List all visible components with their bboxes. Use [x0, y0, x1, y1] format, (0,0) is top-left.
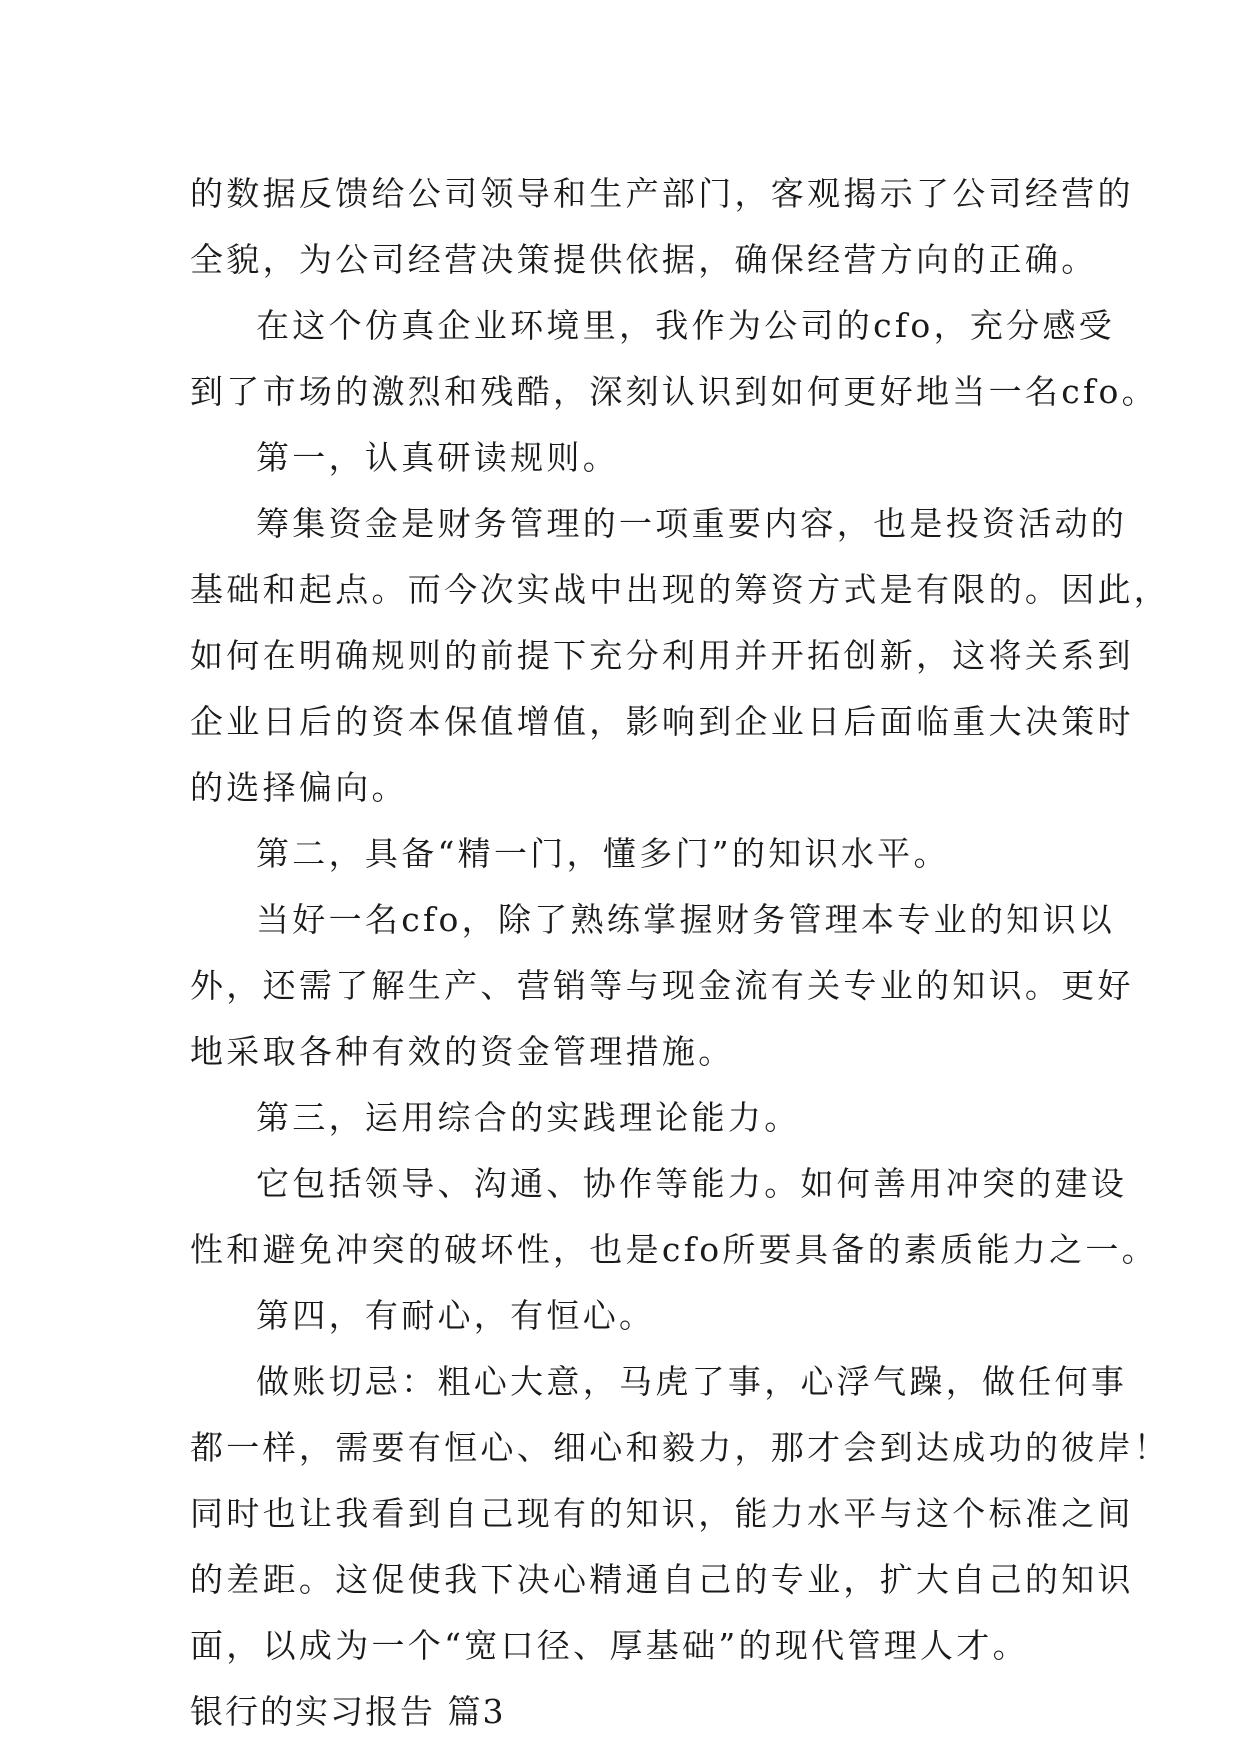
text-line: 到了市场的激烈和残酷，深刻认识到如何更好地当一名cfo。 — [190, 372, 1158, 411]
point-heading: 第一，认真研读规则。 — [256, 438, 619, 477]
text-line: 企业日后的资本保值增值，影响到企业日后面临重大决策时 — [190, 702, 1134, 741]
paragraph-start-line: 当好一名cfo，除了熟练掌握财务管理本专业的知识以 — [256, 900, 1116, 939]
text-line: 如何在明确规则的前提下充分利用并开拓创新，这将关系到 — [190, 636, 1134, 675]
paragraph-start-line: 做账切忌：粗心大意，马虎了事，心浮气躁，做任何事 — [256, 1362, 1128, 1401]
text-line: 全貌，为公司经营决策提供依据，确保经营方向的正确。 — [190, 240, 1098, 279]
text-line: 都一样，需要有恒心、细心和毅力，那才会到达成功的彼岸！ — [190, 1428, 1171, 1467]
text-line: 地采取各种有效的资金管理措施。 — [190, 1032, 735, 1071]
paragraph-start-line: 筹集资金是财务管理的一项重要内容，也是投资活动的 — [256, 504, 1128, 543]
paragraph-start-line: 它包括领导、沟通、协作等能力。如何善用冲突的建设 — [256, 1164, 1128, 1203]
point-heading: 第四，有耐心，有恒心。 — [256, 1296, 656, 1335]
document-body — [190, 161, 1171, 1745]
section-heading: 银行的实习报告 篇3 — [190, 1692, 506, 1731]
text-line: 的选择偏向。 — [190, 768, 408, 807]
point-heading: 第三，运用综合的实践理论能力。 — [256, 1098, 801, 1137]
text-line: 基础和起点。而今次实战中出现的筹资方式是有限的。因此， — [190, 570, 1171, 609]
text-line: 性和避免冲突的破坏性，也是cfo所要具备的素质能力之一。 — [190, 1230, 1158, 1269]
paragraph-start-line: 在这个仿真企业环境里，我作为公司的cfo，充分感受 — [256, 306, 1116, 345]
text-line: 的数据反馈给公司领导和生产部门，客观揭示了公司经营的 — [190, 174, 1134, 213]
text-line: 同时也让我看到自己现有的知识，能力水平与这个标准之间 — [190, 1494, 1134, 1533]
text-line: 的差距。这促使我下决心精通自己的专业，扩大自己的知识 — [190, 1560, 1134, 1599]
point-heading: 第二，具备“精一门，懂多门”的知识水平。 — [256, 834, 950, 873]
text-line: 外，还需了解生产、营销等与现金流有关专业的知识。更好 — [190, 966, 1134, 1005]
text-line: 面，以成为一个“宽口径、厚基础”的现代管理人才。 — [190, 1626, 1029, 1665]
